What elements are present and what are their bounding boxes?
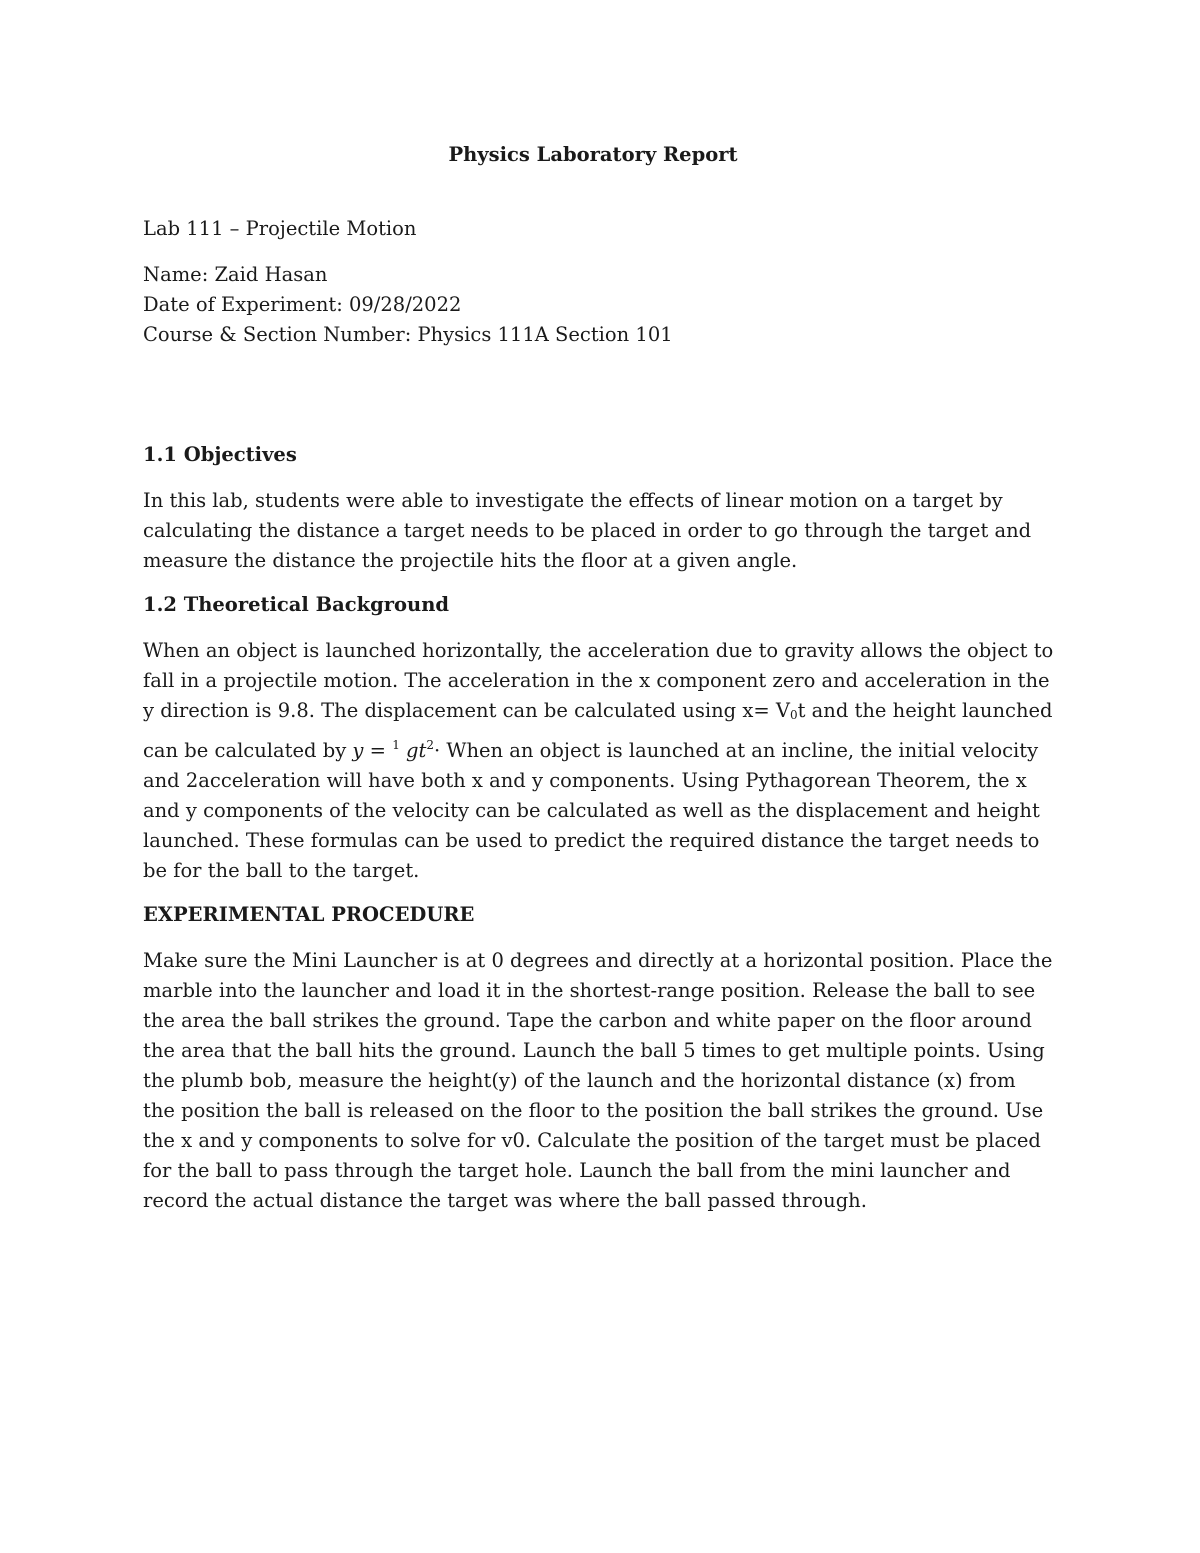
background-line: When an object is launched horizontally, the acceleration due to gravity allows the object to xyxy=(143,639,1054,662)
objectives-paragraph xyxy=(143,486,1063,576)
background-line xyxy=(143,730,1063,766)
procedure-line: the area the ball strikes the ground. Tape the carbon and white paper on the floor around xyxy=(143,1009,1032,1032)
math-equals: = xyxy=(363,739,393,762)
experiment-date: Date of Experiment: 09/28/2022 xyxy=(143,293,462,316)
objectives-line: In this lab, students were able to investigate the effects of linear motion on a target by xyxy=(143,489,1003,512)
background-text: · When an object is launched at an incline, the initial velocity xyxy=(434,739,1039,762)
background-line: and 2acceleration will have both x and y components. Using Pythagorean Theorem, the x xyxy=(143,769,1027,792)
lab-title: Lab 111 – Projectile Motion xyxy=(143,217,417,240)
procedure-line: the area that the ball hits the ground. Launch the ball 5 times to get multiple points. Using xyxy=(143,1039,1045,1062)
course-section: Course & Section Number: Physics 111A Section 101 xyxy=(143,323,673,346)
background-heading: 1.2 Theoretical Background xyxy=(143,593,450,616)
background-line: and y components of the velocity can be calculated as well as the displacement and height xyxy=(143,799,1040,822)
background-line: launched. These formulas can be used to predict the required distance the target needs to xyxy=(143,829,1040,852)
background-text: t and the height launched xyxy=(797,699,1053,722)
procedure-line: Make sure the Mini Launcher is at 0 degrees and directly at a horizontal position. Place the xyxy=(143,949,1053,972)
procedure-line: the plumb bob, measure the height(y) of the launch and the horizontal distance (x) from xyxy=(143,1069,1016,1092)
background-line: fall in a projectile motion. The acceleration in the x component zero and acceleration in the xyxy=(143,669,1050,692)
document-content xyxy=(143,140,1063,1230)
objectives-heading: 1.1 Objectives xyxy=(143,443,297,466)
math-term: gt xyxy=(399,739,427,762)
objectives-line: measure the distance the projectile hits the floor at a given angle. xyxy=(143,549,798,572)
student-info xyxy=(143,260,1063,350)
background-line xyxy=(143,696,1063,730)
math-variable: y xyxy=(352,739,364,762)
procedure-line: marble into the launcher and load it in the shortest-range position. Release the ball to see xyxy=(143,979,1036,1002)
background-text: y direction is 9.8. The displacement can be calculated using x= V xyxy=(143,699,790,722)
student-name: Name: Zaid Hasan xyxy=(143,263,328,286)
background-paragraph xyxy=(143,636,1063,886)
procedure-paragraph xyxy=(143,946,1063,1216)
objectives-line: calculating the distance a target needs to be placed in order to go through the target and xyxy=(143,519,1032,542)
procedure-line: record the actual distance the target was where the ball passed through. xyxy=(143,1189,867,1212)
fraction-numerator: 1 xyxy=(392,738,400,752)
procedure-heading: EXPERIMENTAL PROCEDURE xyxy=(143,903,475,926)
procedure-line: the x and y components to solve for v0. Calculate the position of the target must be placed xyxy=(143,1129,1041,1152)
velocity-subscript: 0 xyxy=(789,708,798,722)
background-text: can be calculated by xyxy=(143,739,353,762)
background-line: be for the ball to the target. xyxy=(143,859,420,882)
report-title: Physics Laboratory Report xyxy=(448,143,738,166)
procedure-line: for the ball to pass through the target hole. Launch the ball from the mini launcher and xyxy=(143,1159,1011,1182)
math-superscript: 2 xyxy=(426,738,434,752)
procedure-line: the position the ball is released on the floor to the position the ball strikes the ground. Use xyxy=(143,1099,1044,1122)
